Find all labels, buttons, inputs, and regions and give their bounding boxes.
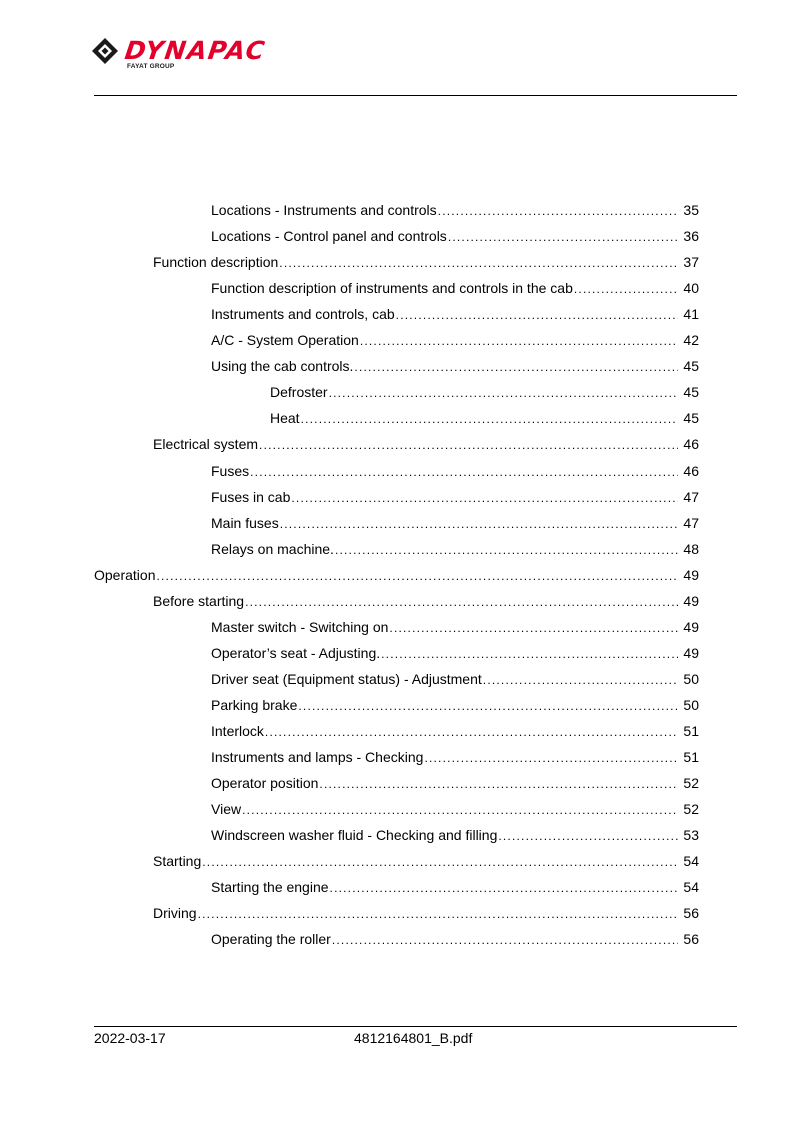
toc-entry-page: 46 bbox=[683, 436, 699, 452]
toc-entry[interactable] bbox=[153, 252, 699, 272]
diamond-logo-icon bbox=[92, 36, 124, 68]
toc-entry[interactable] bbox=[211, 773, 699, 793]
toc-entry-title: Fuses bbox=[211, 463, 250, 479]
toc-entry[interactable] bbox=[211, 747, 699, 767]
toc-dot-leader bbox=[498, 826, 678, 846]
toc-entry-title: Driving bbox=[153, 905, 197, 921]
toc-entry[interactable] bbox=[153, 851, 699, 871]
toc-entry[interactable] bbox=[211, 695, 699, 715]
toc-entry-page: 49 bbox=[683, 593, 699, 609]
toc-dot-leader bbox=[483, 670, 678, 690]
brand-group: FAYAT GROUP bbox=[127, 63, 175, 70]
toc-entry-title: Operator’s seat - Adjusting. bbox=[211, 645, 381, 661]
toc-entry-title: Electrical system bbox=[153, 436, 259, 452]
toc-entry-page: 52 bbox=[683, 775, 699, 791]
toc-entry-title: Windscreen washer fluid - Checking and filling bbox=[211, 827, 498, 843]
toc-dot-leader bbox=[301, 409, 678, 429]
toc-entry[interactable] bbox=[211, 226, 699, 246]
toc-dot-leader bbox=[279, 253, 678, 273]
toc-entry-page: 52 bbox=[683, 801, 699, 817]
toc-dot-leader bbox=[438, 201, 678, 221]
toc-entry-page: 51 bbox=[683, 749, 699, 765]
toc-dot-leader bbox=[381, 644, 678, 664]
toc-entry[interactable] bbox=[211, 461, 699, 481]
toc-entry-title: Using the cab controls. bbox=[211, 358, 354, 374]
toc-entry[interactable] bbox=[211, 304, 699, 324]
toc-dot-leader bbox=[448, 227, 678, 247]
toc-entry-title: Driver seat (Equipment status) - Adjustment bbox=[211, 671, 482, 687]
toc-dot-leader bbox=[329, 383, 678, 403]
toc-entry-page: 37 bbox=[683, 254, 699, 270]
toc-entry[interactable] bbox=[270, 382, 699, 402]
toc-dot-leader bbox=[354, 357, 678, 377]
toc-entry[interactable] bbox=[211, 721, 699, 741]
toc-dot-leader bbox=[319, 774, 678, 794]
toc-entry[interactable] bbox=[211, 929, 699, 949]
toc-dot-leader bbox=[202, 852, 678, 872]
toc-entry-title: Instruments and lamps - Checking bbox=[211, 749, 424, 765]
dynapac-logo bbox=[92, 36, 337, 76]
toc-entry-page: 45 bbox=[683, 410, 699, 426]
toc-entry-page: 50 bbox=[683, 671, 699, 687]
toc-entry-title: Main fuses bbox=[211, 515, 279, 531]
toc-entry-page: 56 bbox=[683, 931, 699, 947]
toc-entry-title: Locations - Instruments and controls bbox=[211, 202, 437, 218]
toc-entry[interactable] bbox=[211, 356, 699, 376]
toc-entry-title: Before starting bbox=[153, 593, 245, 609]
toc-dot-leader bbox=[330, 878, 678, 898]
toc-dot-leader bbox=[198, 904, 678, 924]
toc-entry-page: 42 bbox=[683, 332, 699, 348]
toc-entry-page: 47 bbox=[683, 489, 699, 505]
toc-entry-title: Operation bbox=[94, 567, 156, 583]
toc-entry-title: Instruments and controls, cab bbox=[211, 306, 395, 322]
toc-entry-page: 40 bbox=[683, 280, 699, 296]
toc-dot-leader bbox=[265, 722, 678, 742]
toc-dot-leader bbox=[298, 696, 678, 716]
toc-entry[interactable] bbox=[153, 591, 699, 611]
toc-entry[interactable] bbox=[94, 565, 699, 585]
footer-date: 2022-03-17 bbox=[94, 1030, 166, 1046]
toc-entry-page: 45 bbox=[683, 358, 699, 374]
toc-entry-title: Master switch - Switching on bbox=[211, 619, 389, 635]
toc-entry[interactable] bbox=[211, 513, 699, 533]
header-rule bbox=[94, 95, 737, 96]
toc-dot-leader bbox=[242, 800, 678, 820]
toc-entry-title: Fuses in cab bbox=[211, 489, 291, 505]
toc-entry[interactable] bbox=[153, 434, 699, 454]
toc-entry[interactable] bbox=[211, 643, 699, 663]
brand-name: DYNAPAC bbox=[123, 36, 268, 65]
toc-entry-page: 49 bbox=[683, 567, 699, 583]
toc-entry-title: A/C - System Operation bbox=[211, 332, 359, 348]
toc-dot-leader bbox=[259, 435, 678, 455]
toc-entry[interactable] bbox=[211, 330, 699, 350]
toc-dot-leader bbox=[332, 930, 678, 950]
toc-entry[interactable] bbox=[153, 903, 699, 923]
footer-rule bbox=[94, 1026, 737, 1027]
toc-entry-page: 49 bbox=[683, 619, 699, 635]
toc-entry-page: 46 bbox=[683, 463, 699, 479]
toc-entry[interactable] bbox=[211, 825, 699, 845]
toc-entry-title: Starting bbox=[153, 853, 202, 869]
toc-entry-title: Starting the engine bbox=[211, 879, 329, 895]
toc-entry-title: Relays on machine. bbox=[211, 541, 334, 557]
toc-dot-leader bbox=[335, 540, 678, 560]
toc-entry-title: Heat bbox=[270, 410, 300, 426]
toc-entry[interactable] bbox=[211, 539, 699, 559]
toc-entry-title: Operator position bbox=[211, 775, 319, 791]
toc-entry-page: 54 bbox=[683, 879, 699, 895]
toc-entry[interactable] bbox=[211, 487, 699, 507]
toc-dot-leader bbox=[156, 566, 678, 586]
toc-entry-page: 36 bbox=[683, 228, 699, 244]
toc-dot-leader bbox=[245, 592, 678, 612]
toc-entry[interactable] bbox=[211, 617, 699, 637]
toc-entry-page: 56 bbox=[683, 905, 699, 921]
toc-dot-leader bbox=[360, 331, 678, 351]
toc-dot-leader bbox=[280, 514, 678, 534]
toc-entry-title: Function description of instruments and controls in the cab bbox=[211, 280, 573, 296]
footer-filename: 4812164801_B.pdf bbox=[354, 1030, 473, 1046]
toc-entry[interactable] bbox=[211, 278, 699, 298]
toc-dot-leader bbox=[424, 748, 678, 768]
toc-entry-page: 49 bbox=[683, 645, 699, 661]
toc-entry-title: Function description bbox=[153, 254, 279, 270]
toc-entry-title: View bbox=[211, 801, 242, 817]
toc-entry-title: Defroster bbox=[270, 384, 328, 400]
toc-entry-page: 47 bbox=[683, 515, 699, 531]
toc-dot-leader bbox=[396, 305, 678, 325]
toc-dot-leader bbox=[250, 462, 678, 482]
toc-entry[interactable] bbox=[211, 200, 699, 220]
toc-entry-title: Operating the roller bbox=[211, 931, 331, 947]
toc-dot-leader bbox=[574, 279, 678, 299]
toc-dot-leader bbox=[291, 488, 678, 508]
toc-entry[interactable] bbox=[211, 799, 699, 819]
toc-entry-page: 45 bbox=[683, 384, 699, 400]
toc-entry-page: 48 bbox=[683, 541, 699, 557]
toc-entry[interactable] bbox=[211, 877, 699, 897]
toc-entry-page: 54 bbox=[683, 853, 699, 869]
toc-entry-page: 50 bbox=[683, 697, 699, 713]
toc-entry-title: Locations - Control panel and controls bbox=[211, 228, 447, 244]
toc-entry-page: 51 bbox=[683, 723, 699, 739]
toc-entry[interactable] bbox=[211, 669, 699, 689]
toc-entry[interactable] bbox=[270, 408, 699, 428]
toc-entry-title: Parking brake bbox=[211, 697, 298, 713]
toc-entry-page: 41 bbox=[683, 306, 699, 322]
toc-entry-title: Interlock bbox=[211, 723, 264, 739]
toc-dot-leader bbox=[389, 618, 678, 638]
toc-entry-page: 53 bbox=[683, 827, 699, 843]
toc-entry-page: 35 bbox=[683, 202, 699, 218]
